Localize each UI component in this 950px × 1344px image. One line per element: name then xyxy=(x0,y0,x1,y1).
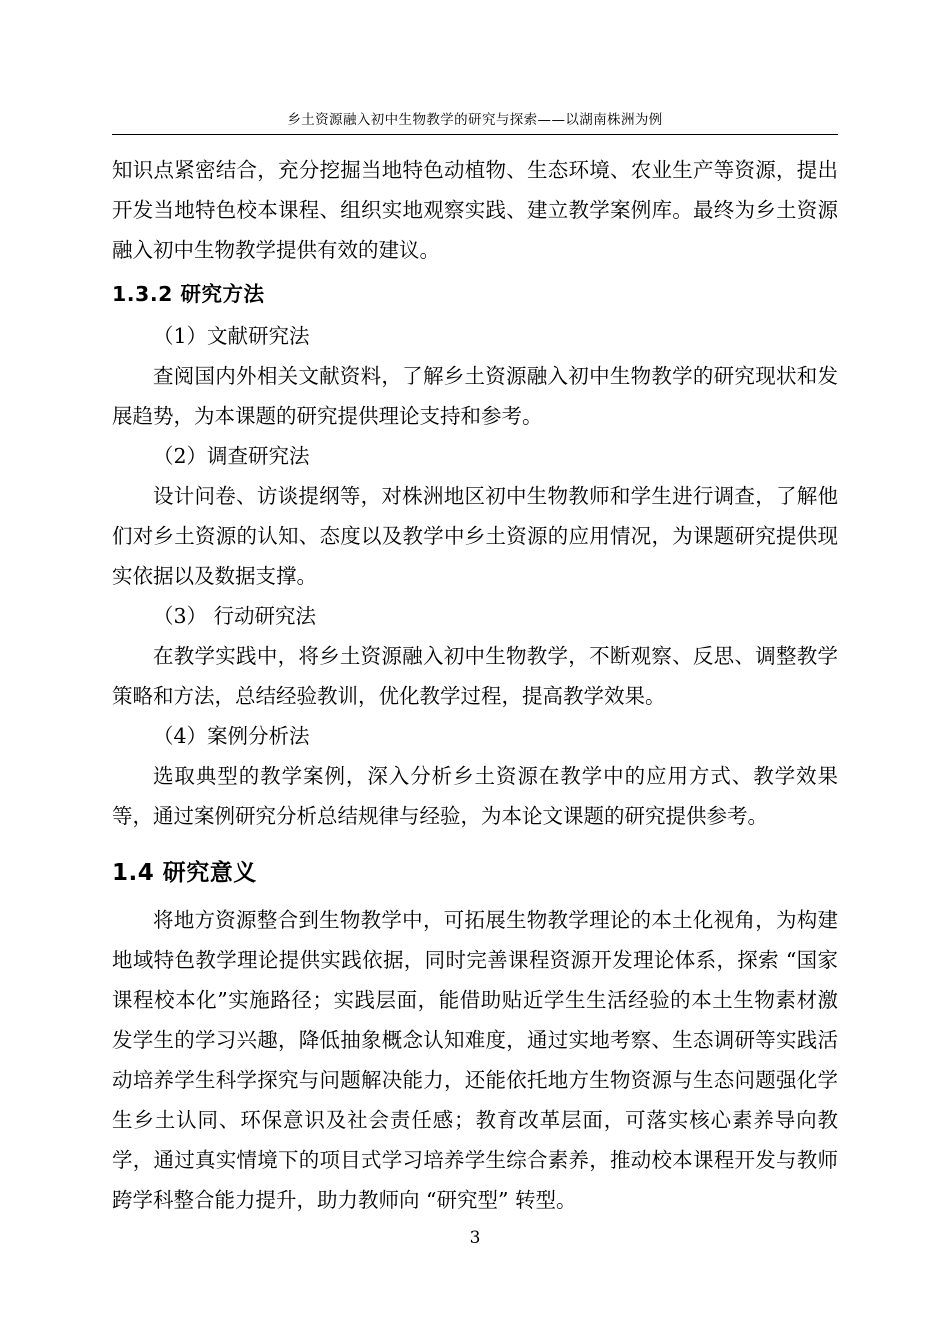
paragraph-significance: 将地方资源整合到生物教学中，可拓展生物教学理论的本土化视角，为构建地域特色教学理论提供实践依据，同时完善课程资源开发理论体系，探索 “国家课程校本化”实施路径；实践层面，能借助贴近学生生活经验的本土生物素材激发学生的学习兴趣，降低抽象概念认知难度，通过实地考察、生态调研等实践活动培养学生科学探究与问题解决能力，还能依托地方生物资源与生态问题强化学生乡土认同、环保意识及社会责任感；教育改革层面，可落实核心素养导向教学，通过真实情境下的项目式学习培养学生综合素养，推动校本课程开发与教师跨学科整合能力提升，助力教师向 “研究型” 转型。 xyxy=(112,908,838,1212)
method-1-title: （1）文献研究法 xyxy=(153,324,310,348)
heading-1-3-2: 1.3.2 研究方法 xyxy=(112,282,265,306)
method-4-title: （4）案例分析法 xyxy=(153,724,310,748)
header-divider xyxy=(112,134,838,135)
method-2-body: 设计问卷、访谈提纲等，对株洲地区初中生物教师和学生进行调查，了解他们对乡土资源的认知、态度以及教学中乡土资源的应用情况，为课题研究提供现实依据以及数据支撑。 xyxy=(112,484,838,588)
method-1-body: 查阅国内外相关文献资料，了解乡土资源融入初中生物教学的研究现状和发展趋势，为本课题的研究提供理论支持和参考。 xyxy=(112,364,838,428)
running-header: 乡土资源融入初中生物教学的研究与探索——以湖南株洲为例 xyxy=(287,112,663,128)
heading-1-4: 1.4 研究意义 xyxy=(112,860,257,886)
method-4-body: 选取典型的教学案例，深入分析乡土资源在教学中的应用方式、教学效果等，通过案例研究分析总结规律与经验，为本论文课题的研究提供参考。 xyxy=(112,764,838,828)
method-3-title: （3） 行动研究法 xyxy=(153,604,317,628)
page-content xyxy=(112,150,838,1220)
paragraph-continued-intro: 知识点紧密结合，充分挖掘当地特色动植物、生态环境、农业生产等资源，提出开发当地特色校本课程、组织实地观察实践、建立教学案例库。最终为乡土资源融入初中生物教学提供有效的建议。 xyxy=(112,158,838,262)
page-number: 3 xyxy=(469,1228,481,1248)
method-2-title: （2）调查研究法 xyxy=(153,444,310,468)
method-3-body: 在教学实践中，将乡土资源融入初中生物教学，不断观察、反思、调整教学策略和方法，总结经验教训，优化教学过程，提高教学效果。 xyxy=(112,644,838,708)
